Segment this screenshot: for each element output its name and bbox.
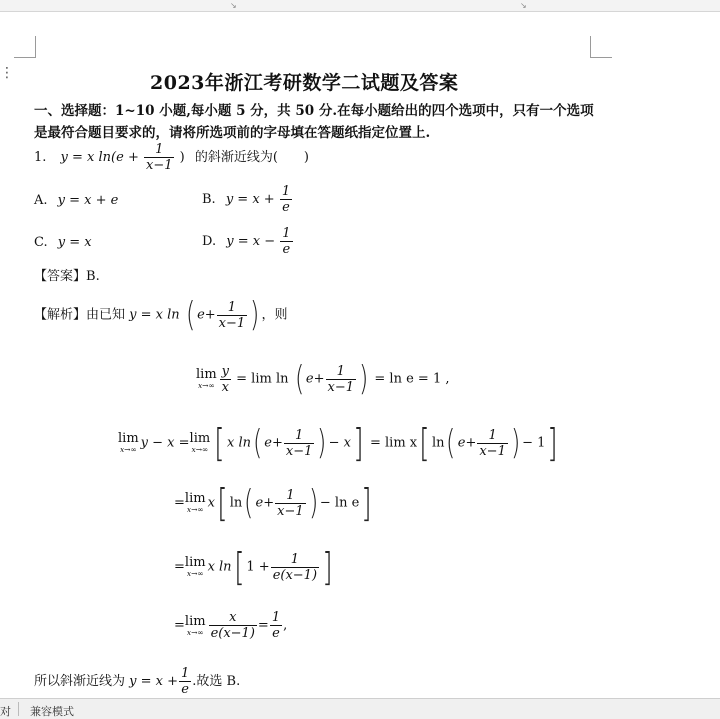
top-ruler[interactable] [0,0,720,12]
compat-mode-label[interactable]: 兼容模式 [30,705,74,718]
limit-operator: lim x→∞ [184,555,206,578]
analysis-then: ，则 [261,307,288,323]
question-number: 1. [34,150,47,165]
eq2-inner-2: e+ [457,435,477,451]
limit-operator: lim x→∞ [184,613,206,637]
conclusion-line [34,666,240,697]
eq2-left: y − x [140,435,175,451]
option-text: y = x [57,235,92,250]
conclusion-suffix: .故选 B. [192,674,241,689]
ruler-tab-marker[interactable]: ↘ [520,1,527,10]
instructions-line-1: 一、选择题：1~10 小题,每小题 5 分，共 50 分.在每小题给出的四个选项中，只有一个选项 [34,103,594,119]
eq4-inner: 1 + [246,559,270,575]
eq5-fraction: $\frac{x}{e(x-1)}$ [210,610,255,641]
analysis-inner: e+ [197,307,216,323]
question-1-stem [34,142,309,173]
document-page [0,12,720,698]
right-bracket: ] [322,545,333,589]
option-d [202,226,294,257]
eq1-mid: = lim ln [236,371,289,387]
option-text: y = x − [226,234,276,249]
eq2-fraction-2: $\frac{1}{x-1}$ [479,427,506,459]
equation-2: lim x→∞ y − x = lim x→∞ [ x ln( e+ $\frac{1}{x-1}$ ) − x] = lim x[ ln( e+ $\frac{1}{x-1}$ ) − 1] [118,421,559,465]
limit-operator: lim x→∞ [189,431,211,454]
option-a [34,192,118,210]
left-paren: ( [294,359,304,399]
right-bracket: ] [353,421,364,465]
left-paren: ( [185,295,196,335]
option-label: A. [34,193,48,208]
equation-3: = lim x→∞ x[ ln( e+ $\frac{1}{x-1}$ ) − ln e] [174,481,372,525]
eq2-eq-mid: = lim x [369,435,418,451]
eq5-result: $\frac{1}{e}$ [271,610,281,641]
left-bracket: [ [419,421,430,465]
limit-operator: lim x→∞ [184,491,206,514]
option-label: C. [34,235,48,250]
conclusion-expression: y = x + [129,674,179,689]
analysis-intro-text: 由已知 [86,307,126,323]
analysis-label: 【解析】 [34,307,87,323]
stem-fraction: $\frac{1}{x-1}$ [145,142,173,173]
left-paren: ( [253,423,263,463]
right-bracket: ] [547,421,559,465]
limit-operator: lim x→∞ [118,431,139,454]
eq1-inner: e+ [305,371,325,387]
equation-4: = lim x→∞ x ln[ 1 + $\frac{1}{e(x-1)}$ ] [174,545,333,589]
option-fraction: $\frac{1}{e}$ [281,184,291,215]
option-label: D. [202,234,217,249]
conclusion-text: 所以斜渐近线为 [34,674,126,689]
left-bracket: [ [214,421,225,465]
eq2-fraction: $\frac{1}{x-1}$ [285,427,313,459]
right-paren: ) [510,423,521,463]
left-drag-handle[interactable]: ⋮ [0,65,14,81]
equation-5: = lim x→∞ $\frac{x}{e(x-1)}$ = $\frac{1}{e}$ , [174,610,288,641]
instructions-line-2: 是最符合题目要求的，请将所选项前的字母填在答题纸指定位置上. [34,125,431,141]
left-bracket: [ [217,481,228,525]
right-paren: ) [250,295,260,335]
stem-expression: y = x ln(e + [60,150,139,165]
document-title: 2023年浙江考研数学二试题及答案 [150,72,459,94]
analysis-expression: y = x ln [129,307,180,323]
stem-close-paren: ) [179,150,185,165]
right-paren: ) [308,483,318,523]
equation-1 [196,359,450,399]
eq4-fraction: $\frac{1}{e(x-1)}$ [272,551,318,583]
limit-operator: lim x→∞ [196,367,217,390]
option-label: B. [202,192,216,207]
left-paren: ( [446,423,456,463]
analysis-intro [34,295,288,335]
eq2-tail: − x [328,435,352,451]
eq3-tail: − ln e [319,495,360,511]
right-paren: ) [358,359,369,399]
ruler-tab-marker[interactable]: ↘ [230,1,237,10]
option-text: y = x + e [57,193,119,208]
answer-label: 【答案】 [34,269,87,284]
option-b [202,184,293,215]
stem-text: 的斜渐近线为( ) [194,150,309,165]
option-c [34,234,92,252]
option-fraction: $\frac{1}{e}$ [282,226,291,257]
right-paren: ) [317,423,327,463]
status-bar [0,698,720,719]
eq2-inner: e+ [264,435,283,451]
eq1-inner-fraction: $\frac{1}{x-1}$ [327,363,354,395]
eq1-fraction: $\frac{y}{x}$ [221,363,230,395]
status-separator [18,702,19,716]
eq3-inner: e+ [255,495,275,511]
eq3-fraction: $\frac{1}{x-1}$ [277,487,304,519]
status-left-fragment: 对 [0,705,11,718]
option-text: y = x + [225,192,275,207]
eq1-result: = ln e = 1 , [374,371,450,387]
left-bracket: [ [233,545,245,589]
conclusion-fraction: $\frac{1}{e}$ [181,666,190,697]
analysis-fraction: $\frac{1}{x-1}$ [218,299,246,331]
left-paren: ( [244,483,254,523]
eq2-tail-2: − 1 [522,435,546,451]
right-bracket: ] [361,481,372,525]
answer-line [34,268,100,286]
eq2-mid: x ln [227,435,252,451]
answer-value: B. [86,269,100,284]
